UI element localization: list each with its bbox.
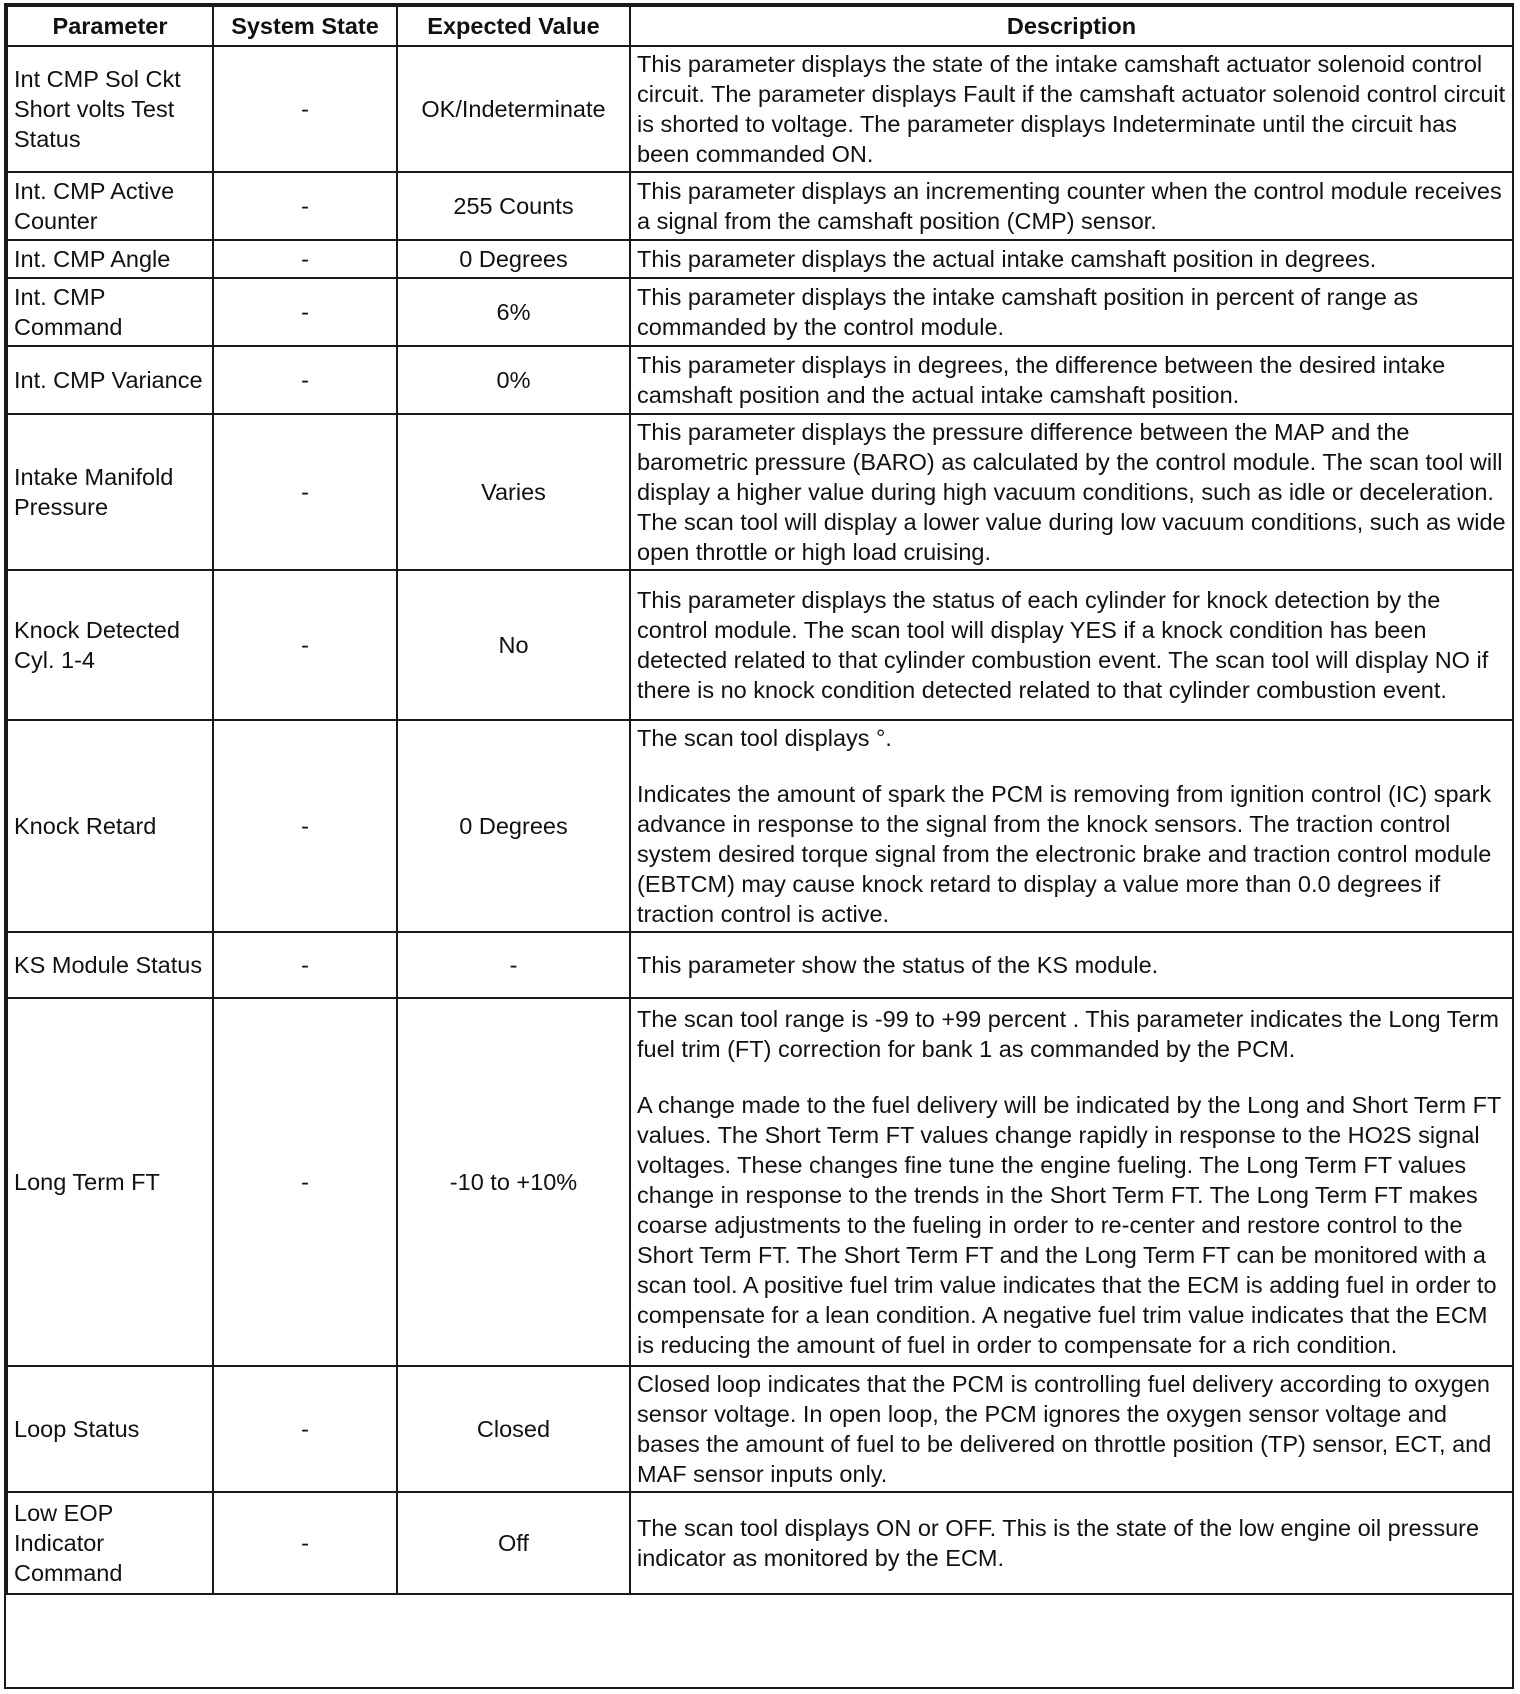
description-paragraph: This parameter displays the state of the intake camshaft actuator solenoid control circuit. The parameter displays Fault if the camshaft actuator solenoid control circuit is shorted to voltage. The parameter displays Indeterminate until the circuit has been commanded ON.	[637, 51, 1506, 167]
description-paragraph: This parameter show the status of the KS module.	[637, 952, 1159, 978]
system-state-cell: -	[213, 932, 397, 998]
description-cell	[630, 46, 1513, 172]
description-paragraph: This parameter displays the actual intake camshaft position in degrees.	[637, 246, 1377, 272]
description-cell	[630, 278, 1513, 346]
header-expected-value: Expected Value	[397, 6, 630, 46]
parameter-cell: Low EOP Indicator Command	[7, 1492, 213, 1594]
parameter-cell: Int. CMP Command	[7, 278, 213, 346]
description-paragraph: This parameter displays in degrees, the difference between the desired intake camshaft position and the actual intake camshaft position.	[637, 352, 1446, 408]
system-state-cell: -	[213, 240, 397, 278]
system-state-cell: -	[213, 172, 397, 240]
system-state-cell: -	[213, 998, 397, 1366]
table-row	[7, 172, 1513, 240]
description-paragraph: This parameter displays an incrementing counter when the control module receives a signal from the camshaft position (CMP) sensor.	[637, 178, 1502, 234]
parameter-cell: Int. CMP Active Counter	[7, 172, 213, 240]
parameter-cell: Loop Status	[7, 1366, 213, 1492]
description-paragraph: This parameter displays the status of each cylinder for knock detection by the control module. The scan tool will display YES if a knock condition has been detected related to that cylinder combustion event. The scan tool will display NO if there is no knock condition detected related to that cylinder combustion event.	[637, 587, 1489, 703]
header-description: Description	[630, 6, 1513, 46]
table-row	[7, 240, 1513, 278]
system-state-cell: -	[213, 1492, 397, 1594]
description-cell	[630, 998, 1513, 1366]
parameter-cell: Int. CMP Variance	[7, 346, 213, 414]
parameter-cell: Knock Retard	[7, 720, 213, 932]
expected-value-cell: 6%	[397, 278, 630, 346]
parameter-cell: Int. CMP Angle	[7, 240, 213, 278]
description-cell	[630, 414, 1513, 570]
table-row	[7, 932, 1513, 998]
description-paragraph: The scan tool displays ON or OFF. This is the state of the low engine oil pressure indicator as monitored by the ECM.	[637, 1515, 1480, 1571]
description-cell	[630, 720, 1513, 932]
description-paragraph: The scan tool displays °.	[637, 725, 892, 751]
header-parameter: Parameter	[7, 6, 213, 46]
description-cell	[630, 932, 1513, 998]
system-state-cell: -	[213, 46, 397, 172]
system-state-cell: -	[213, 414, 397, 570]
table-row	[7, 278, 1513, 346]
description-cell	[630, 346, 1513, 414]
table-row	[7, 46, 1513, 172]
expected-value-cell: 0%	[397, 346, 630, 414]
expected-value-cell: -	[397, 932, 630, 998]
description-cell	[630, 172, 1513, 240]
table-header-row	[7, 6, 1513, 46]
expected-value-cell: OK/Indeterminate	[397, 46, 630, 172]
table-row	[7, 998, 1513, 1366]
description-paragraph: This parameter displays the intake camshaft position in percent of range as commanded by the control module.	[637, 284, 1419, 340]
description-paragraph: This parameter displays the pressure difference between the MAP and the barometric pressure (BARO) as calculated by the control module. The scan tool will display a higher value during high vacuum conditions, such as idle or deceleration. The scan tool will display a lower value during low vacuum conditions, such as wide open throttle or high load cruising.	[637, 419, 1506, 565]
expected-value-cell: 0 Degrees	[397, 720, 630, 932]
parameter-cell: Intake Manifold Pressure	[7, 414, 213, 570]
table-row	[7, 1492, 1513, 1594]
expected-value-cell: Varies	[397, 414, 630, 570]
expected-value-cell: -10 to +10%	[397, 998, 630, 1366]
description-paragraph: Closed loop indicates that the PCM is controlling fuel delivery according to oxygen sensor voltage. In open loop, the PCM ignores the oxygen sensor voltage and bases the amount of fuel to be delivered on throttle position (TP) sensor, ECT, and MAF sensor inputs only.	[637, 1371, 1492, 1487]
system-state-cell: -	[213, 1366, 397, 1492]
expected-value-cell: No	[397, 570, 630, 720]
system-state-cell: -	[213, 346, 397, 414]
description-cell	[630, 570, 1513, 720]
system-state-cell: -	[213, 570, 397, 720]
table-row	[7, 570, 1513, 720]
description-cell	[630, 1492, 1513, 1594]
expected-value-cell: Closed	[397, 1366, 630, 1492]
parameter-cell: KS Module Status	[7, 932, 213, 998]
table-body	[7, 46, 1513, 1594]
description-cell	[630, 1366, 1513, 1492]
parameter-cell: Long Term FT	[7, 998, 213, 1366]
description-paragraph: The scan tool range is -99 to +99 percent . This parameter indicates the Long Term fuel trim (FT) correction for bank 1 as commanded by the PCM.	[637, 1006, 1499, 1062]
parameter-table	[6, 5, 1514, 1595]
expected-value-cell: 255 Counts	[397, 172, 630, 240]
parameter-cell: Knock Detected Cyl. 1-4	[7, 570, 213, 720]
description-cell	[630, 240, 1513, 278]
expected-value-cell: 0 Degrees	[397, 240, 630, 278]
table-row	[7, 414, 1513, 570]
table-row	[7, 1366, 1513, 1492]
description-paragraph: A change made to the fuel delivery will be indicated by the Long and Short Term FT values. The Short Term FT values change rapidly in response to the HO2S signal voltages. These changes fine tune the engine fueling. The Long Term FT values change in response to the trends in the Short Term FT. The Long Term FT makes coarse adjustments to the fueling in order to re-center and restore control to the Short Term FT. The Short Term FT and the Long Term FT can be monitored with a scan tool. A positive fuel trim value indicates that the ECM is adding fuel in order to compensate for a lean condition. A negative fuel trim value indicates that the ECM is reducing the amount of fuel in order to compensate for a rich condition.	[637, 1092, 1501, 1358]
table-row	[7, 346, 1513, 414]
expected-value-cell: Off	[397, 1492, 630, 1594]
parameter-cell: Int CMP Sol Ckt Short volts Test Status	[7, 46, 213, 172]
system-state-cell: -	[213, 720, 397, 932]
system-state-cell: -	[213, 278, 397, 346]
table-row	[7, 720, 1513, 932]
header-system-state: System State	[213, 6, 397, 46]
description-paragraph: Indicates the amount of spark the PCM is removing from ignition control (IC) spark advance in response to the signal from the knock sensors. The traction control system desired torque signal from the electronic brake and traction control module (EBTCM) may cause knock retard to display a value more than 0.0 degrees if traction control is active.	[637, 781, 1492, 927]
